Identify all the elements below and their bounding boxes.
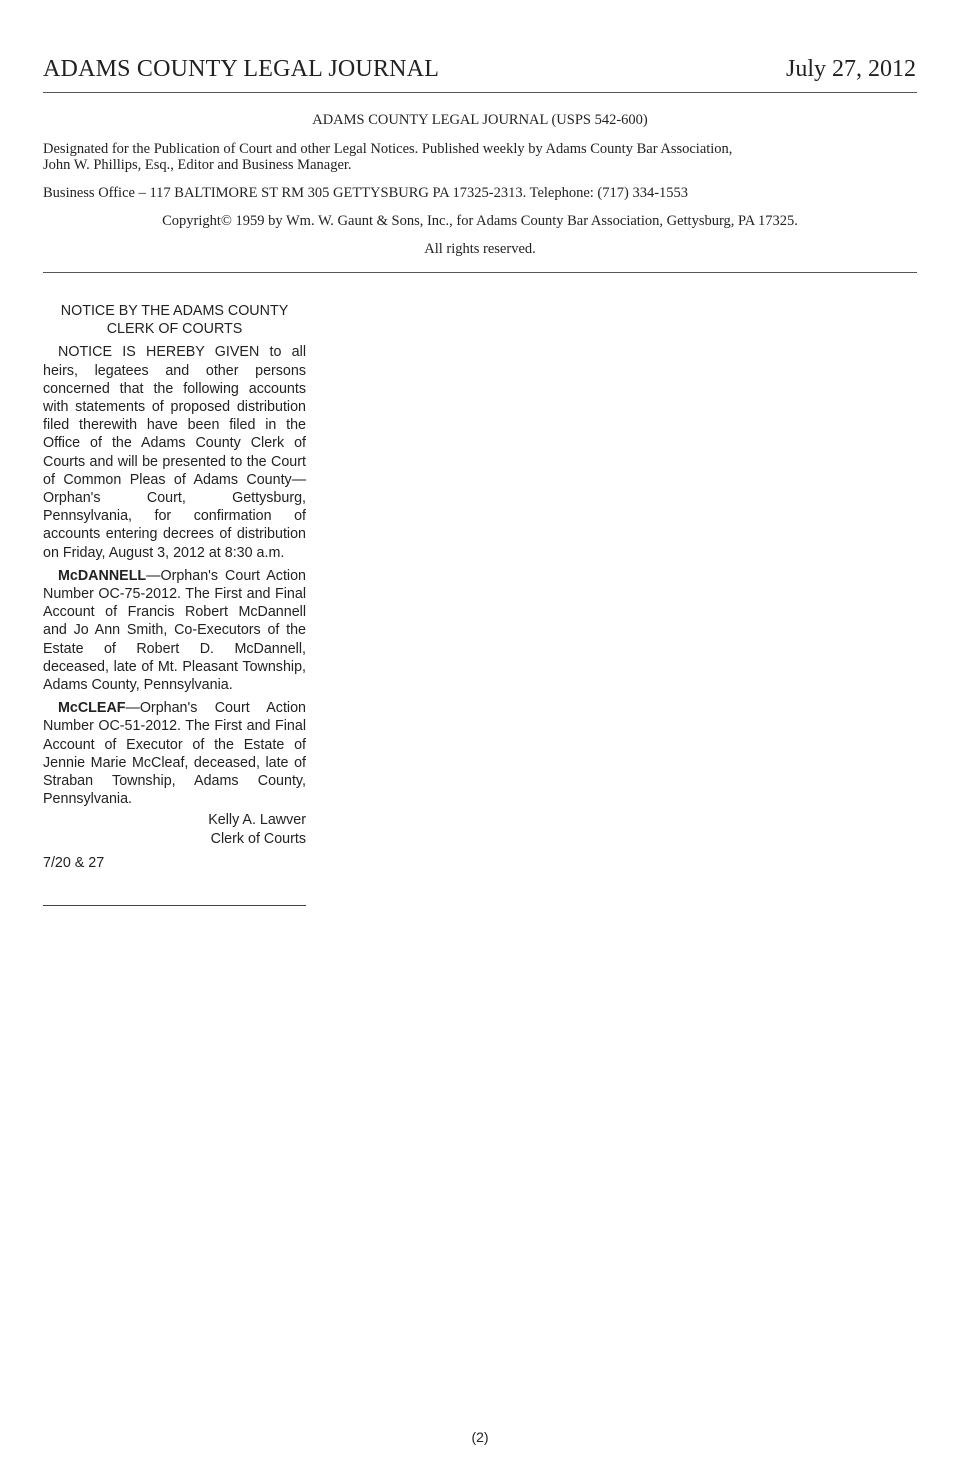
- entry-text: —Orphan's Court Action Number OC-75-2012. The First and Final Account of Francis Robert McDannell and Jo Ann Smith, Co-Executors of the Estate of Robert D. McDannell, deceased, late of Mt. Pleasant Township, Adams County, Pennsylvania.: [43, 567, 306, 694]
- designation-text: [43, 141, 732, 173]
- publication-dates: 7/20 & 27: [43, 854, 105, 871]
- clerk-notice: [43, 302, 306, 872]
- notice-entry: [43, 567, 306, 694]
- notice-title: [43, 302, 306, 338]
- copyright-line: Copyright© 1959 by Wm. W. Gaunt & Sons, Inc., for Adams County Bar Association, Gettysburg, PA 17325.: [162, 213, 798, 229]
- designation-line-2: John W. Phillips, Esq., Editor and Business Manager.: [43, 157, 352, 173]
- notice-title-line-2: CLERK OF COURTS: [106, 321, 243, 338]
- journal-name: ADAMS COUNTY LEGAL JOURNAL: [43, 56, 440, 82]
- notice-intro: NOTICE IS HEREBY GIVEN to all heirs, legatees and other persons concerned that the following accounts with statements of proposed distribution filed therewith have been filed in the Office of the Adams County Clerk of Courts and will be presented to the Court of Common Pleas of Adams County—Orphan's Court, Gettysburg, Pennsylvania, for confirmation of accounts entering decrees of distribution on Friday, August 3, 2012 at 8:30 a.m.: [43, 344, 306, 561]
- notice-end-rule: [43, 905, 306, 906]
- signature: [43, 811, 306, 847]
- rights-line: All rights reserved.: [424, 241, 536, 257]
- signature-name: Kelly A. Lawver: [208, 812, 306, 829]
- masthead-divider: [43, 272, 917, 273]
- designation-line-1: Designated for the Publication of Court and other Legal Notices. Published weekly by Adams County Bar Association,: [43, 141, 733, 157]
- notice-title-line-1: NOTICE BY THE ADAMS COUNTY: [60, 303, 289, 319]
- notice-entry: [43, 699, 306, 808]
- issue-date: July 27, 2012: [785, 56, 916, 82]
- masthead-title: ADAMS COUNTY LEGAL JOURNAL (USPS 542-600): [312, 112, 648, 128]
- header-divider: [43, 92, 917, 93]
- business-office: Business Office – 117 BALTIMORE ST RM 305 GETTYSBURG PA 17325-2313. Telephone: (717) 334-1553: [43, 185, 689, 201]
- entry-name: McDANNELL: [58, 567, 147, 584]
- entry-text: —Orphan's Court Action Number OC-51-2012. The First and Final Account of Executor of the Estate of Jennie Marie McCleaf, deceased, late of Straban Township, Adams County, Pennsylvania.: [43, 700, 306, 808]
- signature-title: Clerk of Courts: [210, 830, 306, 847]
- page-number: (2): [471, 1429, 489, 1445]
- entry-name: McCLEAF: [58, 700, 126, 717]
